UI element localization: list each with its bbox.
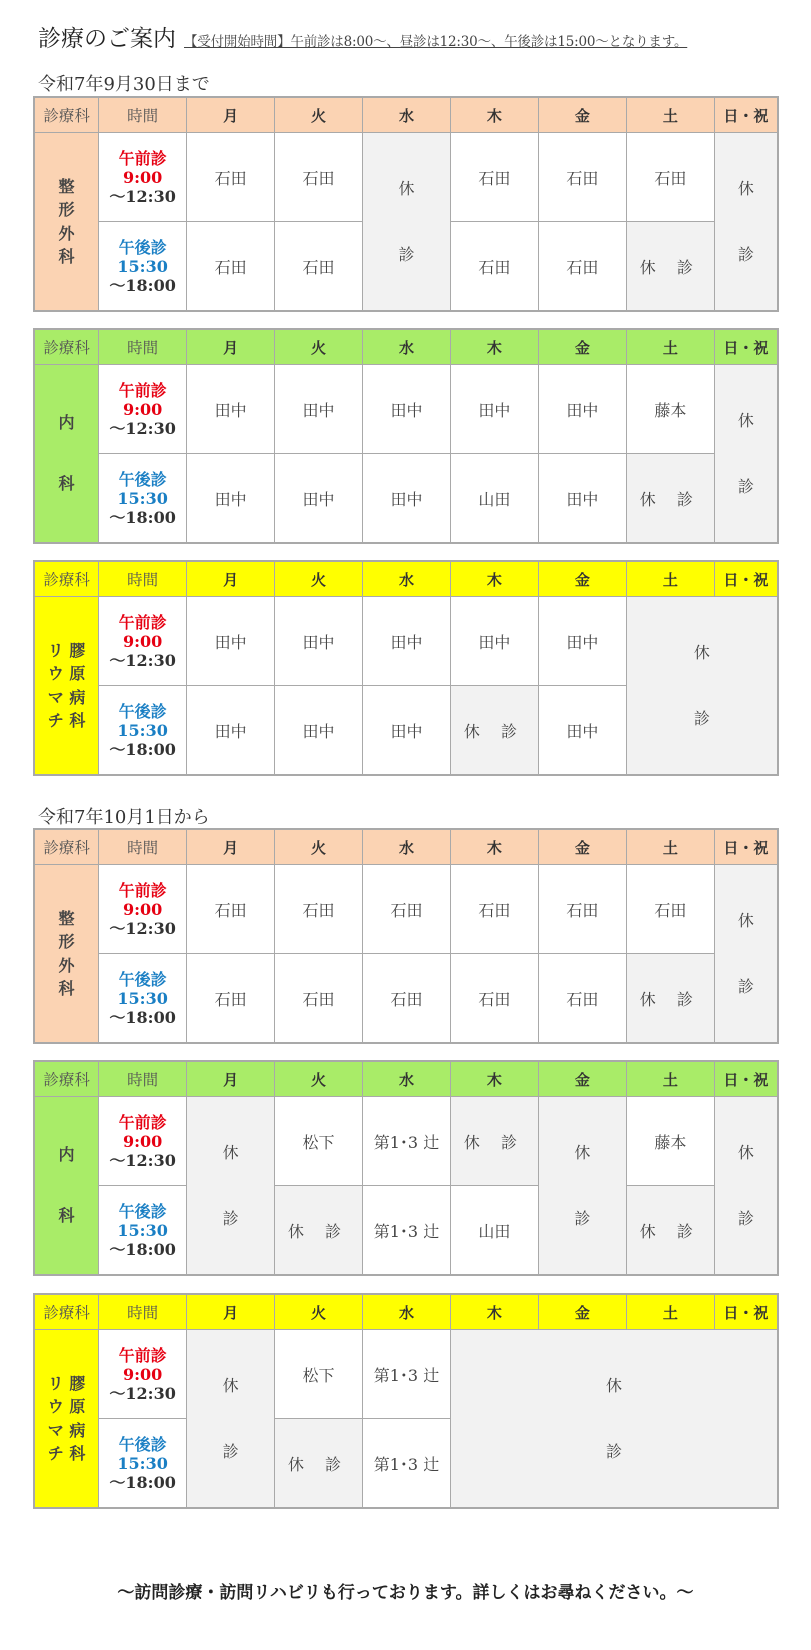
dept-header: 診療科 <box>34 561 99 597</box>
slot-mon-am: 石田 <box>187 133 275 222</box>
slot-mon-am: 田中 <box>187 597 275 686</box>
slot-fri-am: 石田 <box>538 133 626 222</box>
am-row <box>34 865 778 954</box>
day-header-thu: 木 <box>450 1294 538 1330</box>
dept-name-rheum: 膠 原 病 科 リ ウ マ チ <box>34 1330 99 1509</box>
slot-tue-pm: 田中 <box>275 454 363 544</box>
slot-sun-closed: 休 診 <box>714 365 778 544</box>
slot-fri-closed: 休 診 <box>538 1097 626 1276</box>
day-header-thu: 木 <box>450 329 538 365</box>
slot-wed-pm: 第1･3 辻 <box>363 1186 451 1276</box>
slot-tue-pm-closed: 休 診 <box>275 1419 363 1509</box>
day-header-wed: 水 <box>363 97 451 133</box>
dept-name-ortho: 整 形 外 科 <box>34 133 99 312</box>
slot-wed-am: 第1･3 辻 <box>363 1097 451 1186</box>
slot-sat-pm-closed: 休 診 <box>626 1186 714 1276</box>
day-header-sun-holiday: 日・祝 <box>714 1294 778 1330</box>
slot-fri-pm: 石田 <box>538 954 626 1044</box>
am-row <box>34 1097 778 1186</box>
slot-sat-am: 藤本 <box>626 365 714 454</box>
pm-row <box>34 1186 778 1276</box>
slot-wed-pm: 田中 <box>363 686 451 776</box>
day-header-sun-holiday: 日・祝 <box>714 561 778 597</box>
day-header-sun-holiday: 日・祝 <box>714 1061 778 1097</box>
schedule-table-before-ortho <box>33 96 779 312</box>
day-header-thu: 木 <box>450 829 538 865</box>
header-row <box>34 97 778 133</box>
day-header-fri: 金 <box>538 1061 626 1097</box>
am-row <box>34 1330 778 1419</box>
day-header-sat: 土 <box>626 329 714 365</box>
header-row <box>34 829 778 865</box>
schedule-table-before-internal <box>33 328 779 544</box>
dept-header: 診療科 <box>34 329 99 365</box>
slot-thu-am: 石田 <box>450 133 538 222</box>
slot-wed-am: 第1･3 辻 <box>363 1330 451 1419</box>
slot-mon-pm: 田中 <box>187 454 275 544</box>
day-header-sun-holiday: 日・祝 <box>714 829 778 865</box>
slot-tue-pm: 石田 <box>275 222 363 312</box>
slot-sat-pm-closed: 休 診 <box>626 222 714 312</box>
slot-fri-am: 田中 <box>538 365 626 454</box>
am-time-cell: 午前診 9:00 ～12:30 <box>99 1097 187 1186</box>
time-header: 時間 <box>99 1061 187 1097</box>
pm-time-cell: 午後診 15:30 ～18:00 <box>99 454 187 544</box>
day-header-sun-holiday: 日・祝 <box>714 97 778 133</box>
slot-fri-am: 石田 <box>538 865 626 954</box>
slot-sun-closed: 休 診 <box>714 1097 778 1276</box>
period-before-label: 令和7年9月30日まで <box>38 74 210 95</box>
pm-row <box>34 954 778 1044</box>
period-after-label: 令和7年10月1日から <box>38 807 210 828</box>
day-header-sat: 土 <box>626 1061 714 1097</box>
day-header-tue: 火 <box>275 1061 363 1097</box>
slot-tue-pm: 田中 <box>275 686 363 776</box>
day-header-thu: 木 <box>450 1061 538 1097</box>
am-time-cell: 午前診 9:00 ～12:30 <box>99 865 187 954</box>
header-row <box>34 329 778 365</box>
day-header-tue: 火 <box>275 329 363 365</box>
day-header-tue: 火 <box>275 97 363 133</box>
time-header: 時間 <box>99 1294 187 1330</box>
day-header-fri: 金 <box>538 329 626 365</box>
day-header-wed: 水 <box>363 829 451 865</box>
slot-wed-pm: 第1･3 辻 <box>363 1419 451 1509</box>
pm-time-cell: 午後診 15:30 ～18:00 <box>99 954 187 1044</box>
dept-header: 診療科 <box>34 829 99 865</box>
day-header-wed: 水 <box>363 561 451 597</box>
slot-wed-am: 田中 <box>363 597 451 686</box>
day-header-wed: 水 <box>363 1294 451 1330</box>
slot-mon-closed: 休 診 <box>187 1097 275 1276</box>
dept-header: 診療科 <box>34 97 99 133</box>
day-header-fri: 金 <box>538 97 626 133</box>
time-header: 時間 <box>99 329 187 365</box>
slot-fri-pm: 田中 <box>538 686 626 776</box>
dept-name-ortho: 整 形 外 科 <box>34 865 99 1044</box>
pm-row <box>34 454 778 544</box>
slot-sat-am: 石田 <box>626 133 714 222</box>
slot-thu-am: 田中 <box>450 597 538 686</box>
slot-thu-am: 石田 <box>450 865 538 954</box>
slot-tue-pm-closed: 休 診 <box>275 1186 363 1276</box>
dept-name-internal: 内 科 <box>34 1097 99 1276</box>
slot-thu-pm: 山田 <box>450 1186 538 1276</box>
am-row <box>34 597 778 686</box>
slot-thu-pm-closed: 休 診 <box>450 686 538 776</box>
am-time-cell: 午前診 9:00 ～12:30 <box>99 1330 187 1419</box>
slot-mon-pm: 石田 <box>187 954 275 1044</box>
day-header-tue: 火 <box>275 1294 363 1330</box>
slot-tue-am: 田中 <box>275 365 363 454</box>
slot-sat-pm-closed: 休 診 <box>626 454 714 544</box>
slot-fri-am: 田中 <box>538 597 626 686</box>
header-row <box>34 561 778 597</box>
day-header-tue: 火 <box>275 829 363 865</box>
slot-mon-am: 石田 <box>187 865 275 954</box>
schedule-table-after-internal <box>33 1060 779 1276</box>
day-header-mon: 月 <box>187 1061 275 1097</box>
pm-time-cell: 午後診 15:30 ～18:00 <box>99 1186 187 1276</box>
day-header-mon: 月 <box>187 561 275 597</box>
slot-thu-pm: 石田 <box>450 954 538 1044</box>
header-row <box>34 1294 778 1330</box>
time-header: 時間 <box>99 97 187 133</box>
day-header-wed: 水 <box>363 329 451 365</box>
slot-fri-pm: 田中 <box>538 454 626 544</box>
slot-sun-closed: 休 診 <box>714 865 778 1044</box>
pm-time-cell: 午後診 15:30 ～18:00 <box>99 222 187 312</box>
day-header-fri: 金 <box>538 561 626 597</box>
slot-wed-am: 田中 <box>363 365 451 454</box>
dept-header: 診療科 <box>34 1294 99 1330</box>
header-row <box>34 1061 778 1097</box>
pm-time-cell: 午後診 15:30 ～18:00 <box>99 686 187 776</box>
slot-thu-am: 田中 <box>450 365 538 454</box>
slot-thu-sun-closed: 休 診 <box>450 1330 778 1509</box>
schedule-table-before-rheum <box>33 560 779 776</box>
dept-name-internal: 内 科 <box>34 365 99 544</box>
slot-sun-closed: 休 診 <box>714 133 778 312</box>
slot-mon-closed: 休 診 <box>187 1330 275 1509</box>
day-header-fri: 金 <box>538 1294 626 1330</box>
slot-thu-pm: 山田 <box>450 454 538 544</box>
day-header-mon: 月 <box>187 829 275 865</box>
dept-header: 診療科 <box>34 1061 99 1097</box>
slot-wed-closed: 休 診 <box>363 133 451 312</box>
am-row <box>34 365 778 454</box>
slot-sat-am: 藤本 <box>626 1097 714 1186</box>
am-time-cell: 午前診 9:00 ～12:30 <box>99 133 187 222</box>
schedule-table-after-rheum <box>33 1293 779 1509</box>
day-header-thu: 木 <box>450 561 538 597</box>
day-header-sat: 土 <box>626 97 714 133</box>
am-row <box>34 133 778 222</box>
home-visit-note: ～訪問診療・訪問リハビリも行っております。詳しくはお尋ねください。～ <box>117 1583 694 1603</box>
slot-mon-pm: 石田 <box>187 222 275 312</box>
day-header-mon: 月 <box>187 329 275 365</box>
day-header-fri: 金 <box>538 829 626 865</box>
slot-thu-pm: 石田 <box>450 222 538 312</box>
slot-wed-pm: 田中 <box>363 454 451 544</box>
time-header: 時間 <box>99 829 187 865</box>
slot-sat-am: 石田 <box>626 865 714 954</box>
slot-fri-pm: 石田 <box>538 222 626 312</box>
day-header-tue: 火 <box>275 561 363 597</box>
am-time-cell: 午前診 9:00 ～12:30 <box>99 597 187 686</box>
slot-tue-am: 松下 <box>275 1097 363 1186</box>
pm-time-cell: 午後診 15:30 ～18:00 <box>99 1419 187 1509</box>
day-header-sat: 土 <box>626 829 714 865</box>
slot-tue-am: 松下 <box>275 1330 363 1419</box>
day-header-sat: 土 <box>626 561 714 597</box>
day-header-mon: 月 <box>187 1294 275 1330</box>
day-header-sat: 土 <box>626 1294 714 1330</box>
slot-wed-pm: 石田 <box>363 954 451 1044</box>
slot-tue-am: 石田 <box>275 133 363 222</box>
slot-mon-am: 田中 <box>187 365 275 454</box>
slot-thu-am-closed: 休 診 <box>450 1097 538 1186</box>
page-header <box>38 20 778 53</box>
time-header: 時間 <box>99 561 187 597</box>
day-header-wed: 水 <box>363 1061 451 1097</box>
dept-name-rheum: 膠 原 病 科 リ ウ マ チ <box>34 597 99 776</box>
slot-mon-pm: 田中 <box>187 686 275 776</box>
day-header-thu: 木 <box>450 97 538 133</box>
slot-tue-pm: 石田 <box>275 954 363 1044</box>
schedule-table-after-ortho <box>33 828 779 1044</box>
page-title: 診療のご案内 <box>38 26 176 52</box>
slot-sat-sun-closed: 休 診 <box>626 597 778 776</box>
reception-hours-note: 【受付開始時間】午前診は8:00～、昼診は12:30～、午後診は15:00～となります。 <box>184 34 688 50</box>
slot-tue-am: 田中 <box>275 597 363 686</box>
slot-sat-pm-closed: 休 診 <box>626 954 714 1044</box>
slot-wed-am: 石田 <box>363 865 451 954</box>
day-header-sun-holiday: 日・祝 <box>714 329 778 365</box>
slot-tue-am: 石田 <box>275 865 363 954</box>
day-header-mon: 月 <box>187 97 275 133</box>
am-time-cell: 午前診 9:00 ～12:30 <box>99 365 187 454</box>
